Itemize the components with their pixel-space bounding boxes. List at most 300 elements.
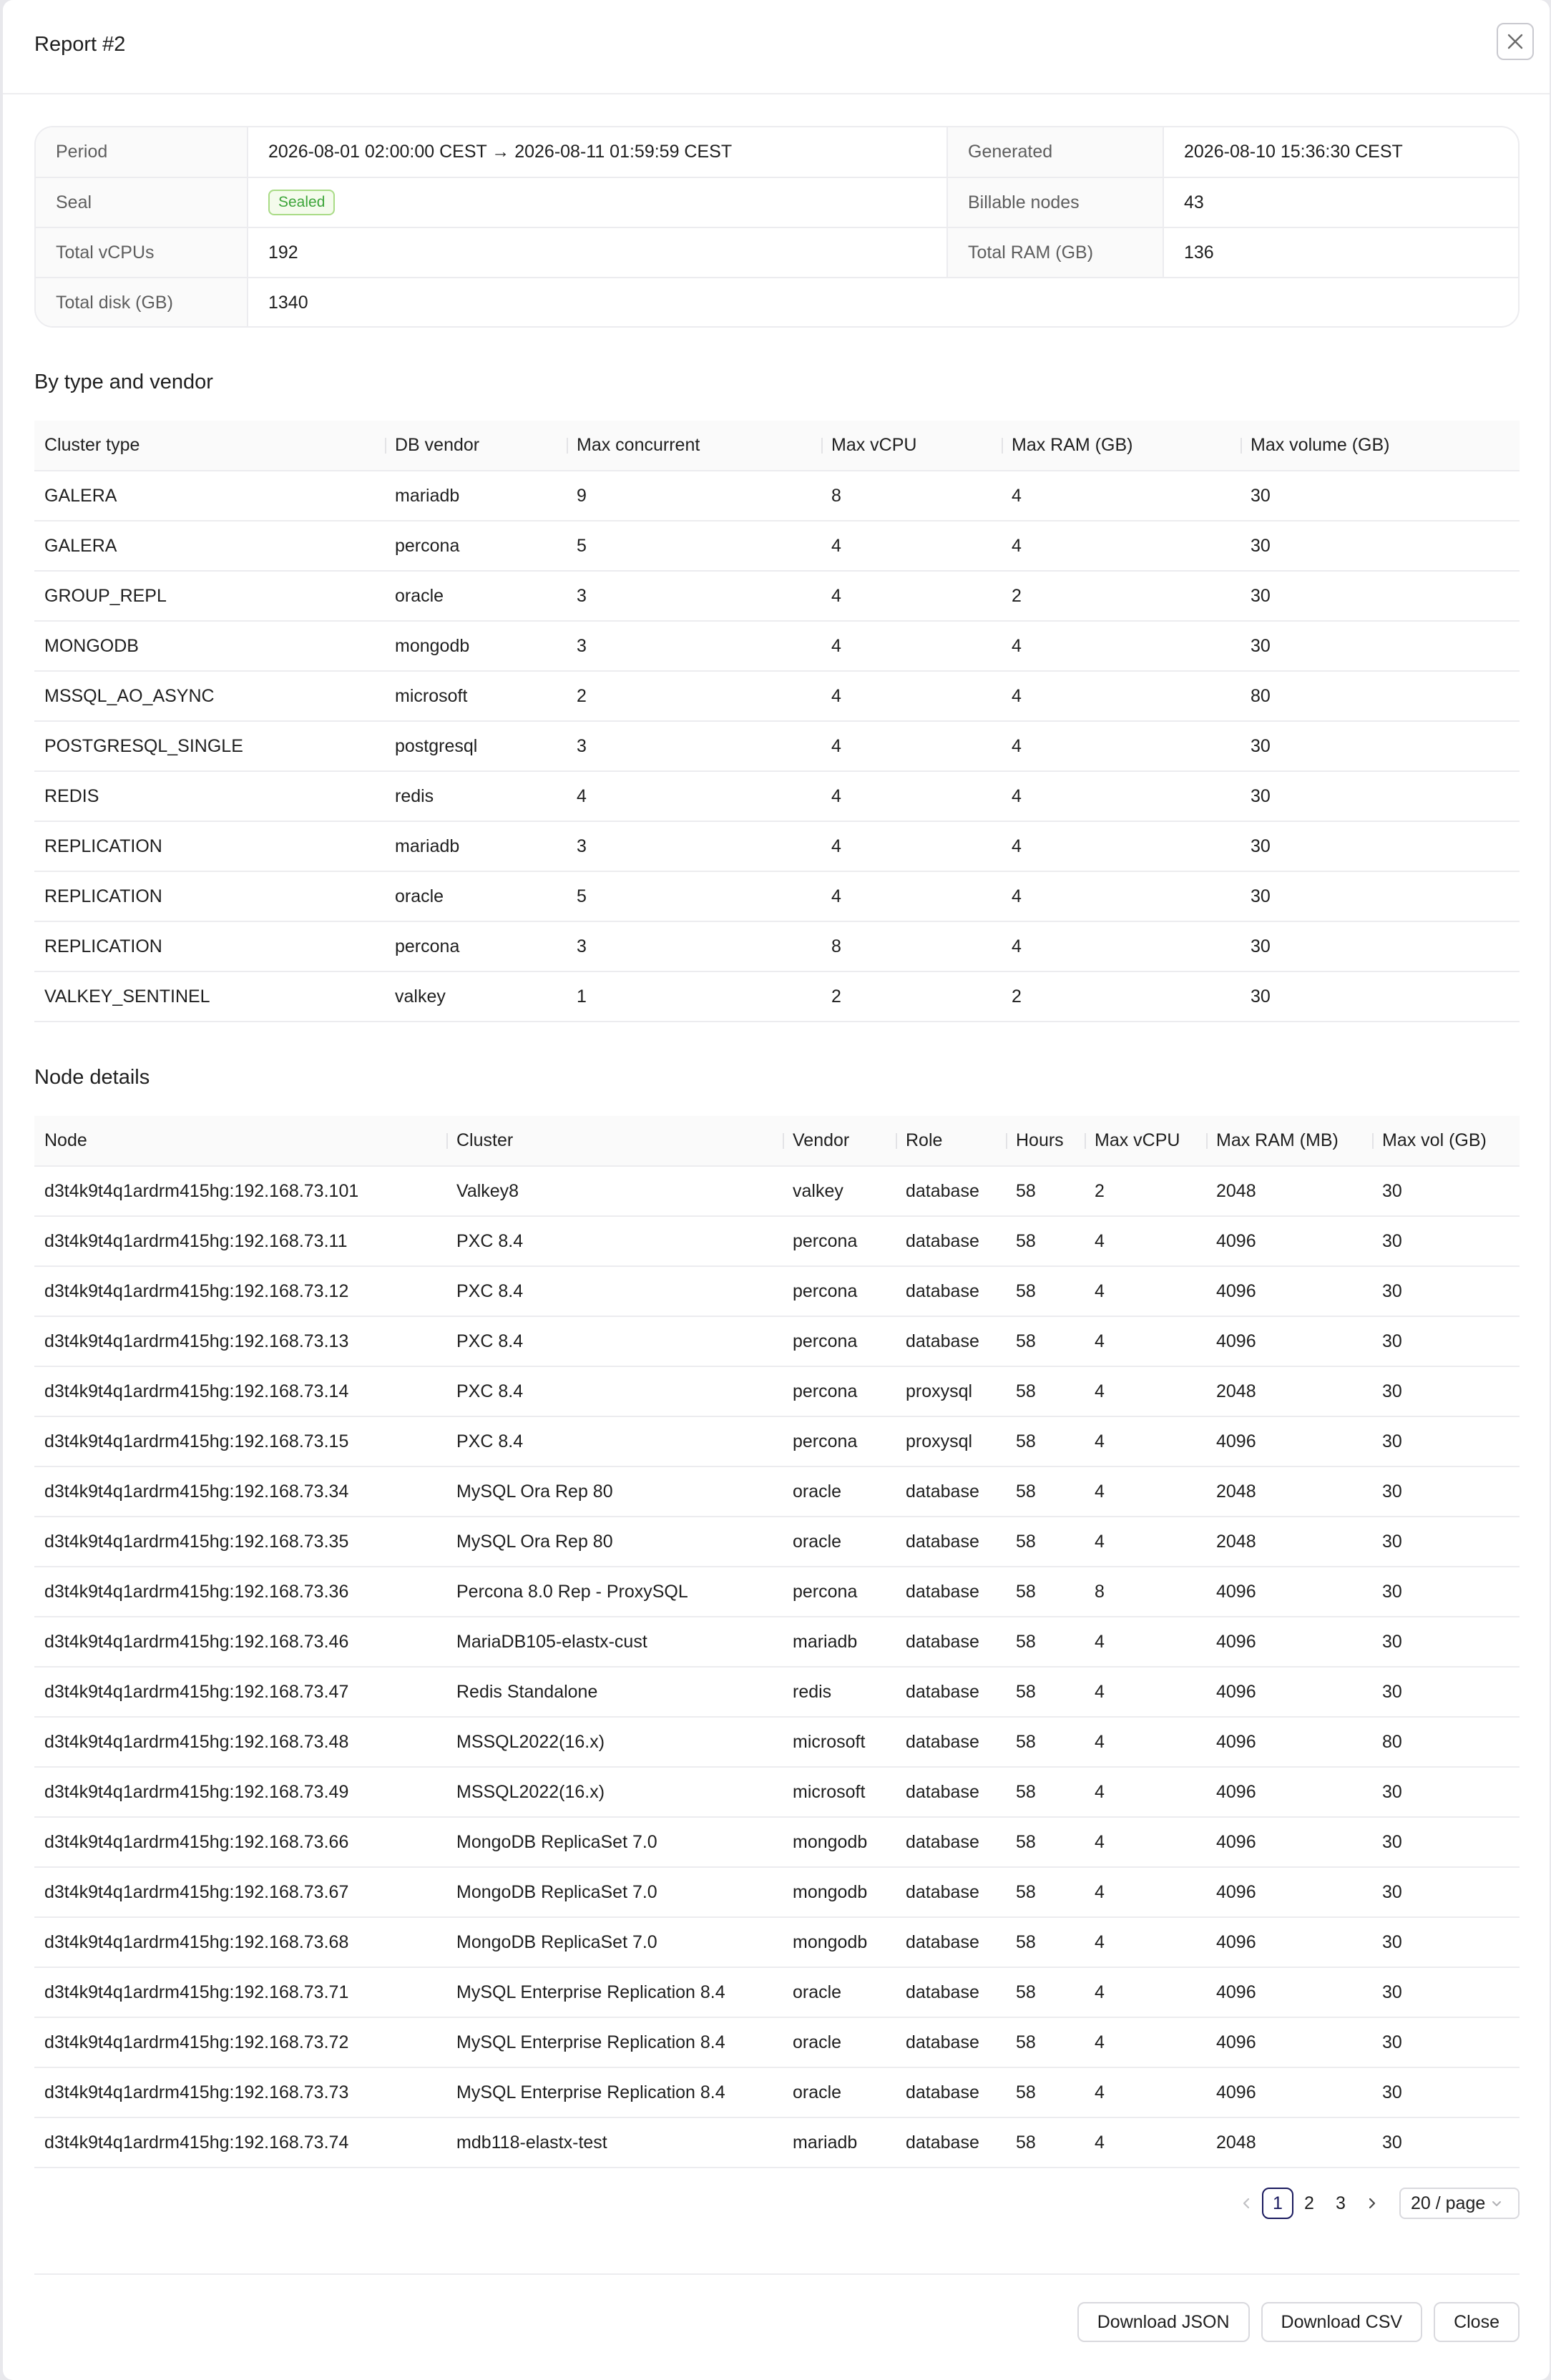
table-cell: 4	[821, 671, 1002, 721]
table-cell: 4	[821, 771, 1002, 821]
summary-row	[36, 127, 1520, 177]
modal-title: Report #2	[34, 33, 126, 56]
close-footer-button[interactable]: Close	[1434, 2302, 1520, 2342]
table-cell: 4	[1085, 1967, 1206, 2017]
table-cell: MySQL Enterprise Replication 8.4	[446, 2067, 783, 2117]
table-cell: MySQL Ora Rep 80	[446, 1517, 783, 1567]
table-cell: 2048	[1206, 1466, 1372, 1517]
table-cell: REPLICATION	[34, 821, 385, 871]
table-cell: 30	[1372, 1567, 1520, 1617]
by-type-title: By type and vendor	[34, 371, 213, 393]
table-cell: MongoDB ReplicaSet 7.0	[446, 1867, 783, 1917]
table-cell: 58	[1006, 2117, 1085, 2168]
table-cell: 4096	[1206, 1717, 1372, 1767]
table-cell: database	[896, 1266, 1006, 1316]
table-row	[34, 1466, 1520, 1517]
table-cell: database	[896, 1316, 1006, 1366]
table-cell: 4	[1085, 2017, 1206, 2067]
table-cell: 30	[1372, 1617, 1520, 1667]
table-cell: d3t4k9t4q1ardrm415hg:192.168.73.35	[34, 1517, 446, 1567]
chevron-right-icon	[1366, 2197, 1379, 2210]
table-cell: MSSQL2022(16.x)	[446, 1717, 783, 1767]
table-cell: 4096	[1206, 2017, 1372, 2067]
table-cell: 30	[1372, 1166, 1520, 1216]
table-cell: d3t4k9t4q1ardrm415hg:192.168.73.49	[34, 1767, 446, 1817]
table-cell: proxysql	[896, 1416, 1006, 1466]
table-cell: 4	[821, 871, 1002, 921]
summary-label: Generated	[947, 127, 1163, 177]
table-cell: d3t4k9t4q1ardrm415hg:192.168.73.13	[34, 1316, 446, 1366]
table-cell: 4096	[1206, 2067, 1372, 2117]
table-cell: 4	[1085, 1717, 1206, 1767]
column-header: Max vol (GB)	[1372, 1116, 1520, 1166]
page-1-button[interactable]: 1	[1262, 2188, 1293, 2219]
table-cell: MSSQL_AO_ASYNC	[34, 671, 385, 721]
table-cell: PXC 8.4	[446, 1216, 783, 1266]
table-row	[34, 1767, 1520, 1817]
table-cell: d3t4k9t4q1ardrm415hg:192.168.73.47	[34, 1667, 446, 1717]
modal-header	[3, 0, 1550, 94]
table-cell: proxysql	[896, 1366, 1006, 1416]
page-size-value: 20 / page	[1411, 2193, 1486, 2213]
table-cell: percona	[783, 1216, 896, 1266]
table-cell: mongodb	[385, 621, 567, 671]
footer-divider	[34, 2273, 1520, 2275]
table-cell: 4	[821, 521, 1002, 571]
table-cell: MySQL Enterprise Replication 8.4	[446, 1967, 783, 2017]
table-cell: 58	[1006, 2017, 1085, 2067]
table-cell: d3t4k9t4q1ardrm415hg:192.168.73.66	[34, 1817, 446, 1867]
table-cell: mariadb	[385, 471, 567, 521]
table-cell: 30	[1372, 1767, 1520, 1817]
table-row	[34, 1867, 1520, 1917]
table-cell: REPLICATION	[34, 871, 385, 921]
summary-value: 136	[1163, 227, 1520, 278]
table-cell: 80	[1241, 671, 1520, 721]
table-cell: 2048	[1206, 1166, 1372, 1216]
table-cell: database	[896, 1216, 1006, 1266]
table-cell: d3t4k9t4q1ardrm415hg:192.168.73.74	[34, 2117, 446, 2168]
table-cell: database	[896, 2017, 1006, 2067]
table-cell: 30	[1241, 721, 1520, 771]
table-row	[34, 1416, 1520, 1466]
table-cell: MongoDB ReplicaSet 7.0	[446, 1917, 783, 1967]
table-cell: 2048	[1206, 1366, 1372, 1416]
summary-value: 1340	[268, 293, 308, 313]
table-cell: d3t4k9t4q1ardrm415hg:192.168.73.12	[34, 1266, 446, 1316]
close-icon	[1506, 32, 1525, 51]
table-cell: 3	[567, 721, 821, 771]
table-cell: 30	[1241, 471, 1520, 521]
table-cell: 4	[1085, 1817, 1206, 1867]
download-json-button[interactable]: Download JSON	[1077, 2302, 1250, 2342]
table-cell: 4096	[1206, 1917, 1372, 1967]
table-cell: database	[896, 2117, 1006, 2168]
table-cell: d3t4k9t4q1ardrm415hg:192.168.73.101	[34, 1166, 446, 1216]
table-cell: d3t4k9t4q1ardrm415hg:192.168.73.15	[34, 1416, 446, 1466]
table-cell: 4096	[1206, 1216, 1372, 1266]
table-cell: microsoft	[783, 1717, 896, 1767]
table-cell: 4	[821, 571, 1002, 621]
table-cell: MongoDB ReplicaSet 7.0	[446, 1817, 783, 1867]
table-cell: d3t4k9t4q1ardrm415hg:192.168.73.34	[34, 1466, 446, 1517]
table-cell: 58	[1006, 1667, 1085, 1717]
summary-value: 43	[1163, 177, 1520, 227]
report-modal	[3, 0, 1550, 2380]
table-cell: microsoft	[783, 1767, 896, 1817]
table-row	[34, 1667, 1520, 1717]
column-header: Max vCPU	[821, 421, 1002, 471]
chevron-left-icon	[1240, 2197, 1253, 2210]
table-cell: 30	[1241, 571, 1520, 621]
table-cell: 58	[1006, 1917, 1085, 1967]
table-cell: valkey	[385, 971, 567, 1022]
table-cell: 4	[1002, 621, 1241, 671]
table-cell: 3	[567, 921, 821, 971]
table-cell: valkey	[783, 1166, 896, 1216]
table-cell: 4	[1085, 2067, 1206, 2117]
table-row	[34, 2017, 1520, 2067]
table-cell: 30	[1372, 1266, 1520, 1316]
table-cell: oracle	[783, 1466, 896, 1517]
table-cell: 4	[1085, 1216, 1206, 1266]
table-cell: 4	[1002, 721, 1241, 771]
table-cell: 4	[1085, 1667, 1206, 1717]
table-cell: 4096	[1206, 1767, 1372, 1817]
table-row	[34, 971, 1520, 1022]
summary-label: Seal	[36, 177, 248, 227]
table-cell: 30	[1372, 1366, 1520, 1416]
table-cell: 4096	[1206, 1967, 1372, 2017]
table-cell: d3t4k9t4q1ardrm415hg:192.168.73.48	[34, 1717, 446, 1767]
table-cell: 58	[1006, 1166, 1085, 1216]
column-header: Vendor	[783, 1116, 896, 1166]
summary-value: 192	[248, 227, 947, 278]
table-cell: 4096	[1206, 1316, 1372, 1366]
column-header: DB vendor	[385, 421, 567, 471]
node-details-title: Node details	[34, 1066, 150, 1089]
table-row	[34, 1366, 1520, 1416]
table-cell: 58	[1006, 1767, 1085, 1817]
column-header: Max RAM (MB)	[1206, 1116, 1372, 1166]
table-row	[34, 1817, 1520, 1867]
table-cell: 58	[1006, 1617, 1085, 1667]
table-cell: 58	[1006, 2067, 1085, 2117]
table-cell: mongodb	[783, 1917, 896, 1967]
table-cell: 30	[1372, 1216, 1520, 1266]
by-type-table	[34, 421, 1520, 1022]
table-cell: 30	[1241, 521, 1520, 571]
table-cell: 4	[1002, 471, 1241, 521]
column-header: Hours	[1006, 1116, 1085, 1166]
node-details-table	[34, 1116, 1520, 2168]
table-cell: percona	[783, 1416, 896, 1466]
summary-label: Billable nodes	[947, 177, 1163, 227]
table-cell: 30	[1372, 2067, 1520, 2117]
table-cell: database	[896, 1617, 1006, 1667]
prev-page-button[interactable]	[1230, 2188, 1262, 2219]
table-cell: 4	[1002, 521, 1241, 571]
table-cell: database	[896, 1517, 1006, 1567]
table-row	[34, 1967, 1520, 2017]
summary-label: Period	[36, 127, 248, 177]
page-2-button[interactable]: 2	[1304, 2193, 1314, 2213]
table-cell: 58	[1006, 1717, 1085, 1767]
table-cell: 30	[1372, 1466, 1520, 1517]
table-cell: GALERA	[34, 471, 385, 521]
table-cell: 5	[567, 871, 821, 921]
table-cell: Redis Standalone	[446, 1667, 783, 1717]
table-cell: 3	[567, 621, 821, 671]
table-row	[34, 1266, 1520, 1316]
table-row	[34, 671, 1520, 721]
table-cell: database	[896, 1166, 1006, 1216]
table-cell: 30	[1372, 2117, 1520, 2168]
table-row	[34, 921, 1520, 971]
summary-row	[36, 177, 1520, 227]
table-row	[34, 1617, 1520, 1667]
table-cell: 4	[1085, 1266, 1206, 1316]
table-cell: database	[896, 1466, 1006, 1517]
table-cell: database	[896, 1767, 1006, 1817]
table-row	[34, 571, 1520, 621]
column-header: Node	[34, 1116, 446, 1166]
table-cell: 4	[1002, 771, 1241, 821]
column-header: Max concurrent	[567, 421, 821, 471]
table-cell: 30	[1241, 921, 1520, 971]
table-cell: MySQL Enterprise Replication 8.4	[446, 2017, 783, 2067]
table-cell: 4096	[1206, 1567, 1372, 1617]
table-cell: postgresql	[385, 721, 567, 771]
download-csv-button[interactable]: Download CSV	[1261, 2302, 1423, 2342]
table-cell: d3t4k9t4q1ardrm415hg:192.168.73.46	[34, 1617, 446, 1667]
table-cell: 30	[1372, 1817, 1520, 1867]
table-row	[34, 2067, 1520, 2117]
table-row	[34, 871, 1520, 921]
table-cell: database	[896, 1817, 1006, 1867]
table-cell: 2048	[1206, 1517, 1372, 1567]
table-cell: 80	[1372, 1717, 1520, 1767]
table-cell: 4	[821, 621, 1002, 671]
table-row	[34, 621, 1520, 671]
table-row	[34, 771, 1520, 821]
summary-row	[36, 227, 1520, 278]
column-header: Max vCPU	[1085, 1116, 1206, 1166]
table-cell: 30	[1241, 821, 1520, 871]
pagination	[1230, 2188, 1520, 2219]
table-row	[34, 2117, 1520, 2168]
table-cell: 4096	[1206, 1667, 1372, 1717]
table-row	[34, 821, 1520, 871]
table-cell: PXC 8.4	[446, 1266, 783, 1316]
table-cell: MONGODB	[34, 621, 385, 671]
table-cell: 58	[1006, 1867, 1085, 1917]
table-cell: oracle	[385, 871, 567, 921]
table-row	[34, 1316, 1520, 1366]
table-cell: 4	[1002, 871, 1241, 921]
column-header: Cluster type	[34, 421, 385, 471]
page-size-select[interactable]	[1399, 2188, 1520, 2219]
table-cell: 4	[1085, 2117, 1206, 2168]
table-cell: 8	[821, 921, 1002, 971]
table-cell: mariadb	[385, 821, 567, 871]
table-cell: 4	[1085, 1917, 1206, 1967]
table-cell: 4	[1002, 921, 1241, 971]
table-cell: 4	[567, 771, 821, 821]
table-cell: Valkey8	[446, 1166, 783, 1216]
column-header: Cluster	[446, 1116, 783, 1166]
table-cell: 58	[1006, 1817, 1085, 1867]
table-row	[34, 471, 1520, 521]
table-cell: 30	[1372, 1867, 1520, 1917]
close-button[interactable]	[1497, 23, 1534, 60]
table-cell: REPLICATION	[34, 921, 385, 971]
page-3-button[interactable]: 3	[1336, 2193, 1346, 2213]
table-cell: 3	[567, 821, 821, 871]
table-cell: 30	[1372, 1316, 1520, 1366]
table-cell: 2	[1002, 971, 1241, 1022]
table-cell: percona	[783, 1316, 896, 1366]
table-cell: microsoft	[385, 671, 567, 721]
table-cell: 4096	[1206, 1617, 1372, 1667]
table-cell: oracle	[783, 1517, 896, 1567]
table-row	[34, 521, 1520, 571]
table-cell: mariadb	[783, 2117, 896, 2168]
summary-value	[248, 177, 947, 227]
table-cell: oracle	[783, 1967, 896, 2017]
table-cell: 30	[1372, 1416, 1520, 1466]
table-cell: d3t4k9t4q1ardrm415hg:192.168.73.68	[34, 1917, 446, 1967]
table-cell: GROUP_REPL	[34, 571, 385, 621]
table-cell: database	[896, 1667, 1006, 1717]
summary-label: Total vCPUs	[36, 227, 248, 278]
table-cell: 30	[1241, 621, 1520, 671]
table-cell: 58	[1006, 1216, 1085, 1266]
table-cell: redis	[783, 1667, 896, 1717]
table-cell: GALERA	[34, 521, 385, 571]
table-cell: database	[896, 1567, 1006, 1617]
table-cell: 4	[1085, 1867, 1206, 1917]
chevron-down-icon	[1491, 2198, 1502, 2209]
table-cell: database	[896, 2067, 1006, 2117]
table-cell: REDIS	[34, 771, 385, 821]
table-cell: 58	[1006, 1366, 1085, 1416]
table-row	[34, 1166, 1520, 1216]
table-cell: PXC 8.4	[446, 1316, 783, 1366]
table-cell: PXC 8.4	[446, 1416, 783, 1466]
table-cell: 4	[1085, 1466, 1206, 1517]
table-cell: 4	[1085, 1416, 1206, 1466]
table-cell: mdb118-elastx-test	[446, 2117, 783, 2168]
table-cell: 58	[1006, 1466, 1085, 1517]
column-header: Max volume (GB)	[1241, 421, 1520, 471]
table-cell: 30	[1372, 1917, 1520, 1967]
table-cell: 4	[1085, 1767, 1206, 1817]
table-cell: 2	[1002, 571, 1241, 621]
table-cell: 58	[1006, 1967, 1085, 2017]
table-cell: 2	[1085, 1166, 1206, 1216]
table-cell: VALKEY_SENTINEL	[34, 971, 385, 1022]
table-cell: 30	[1372, 1967, 1520, 2017]
table-cell: database	[896, 1717, 1006, 1767]
table-cell: 4096	[1206, 1817, 1372, 1867]
table-cell: database	[896, 1917, 1006, 1967]
footer-actions	[1077, 2302, 1520, 2342]
table-cell: 4	[1002, 821, 1241, 871]
table-cell: 30	[1372, 1667, 1520, 1717]
table-cell: mongodb	[783, 1867, 896, 1917]
table-cell: 30	[1241, 971, 1520, 1022]
table-cell: oracle	[783, 2067, 896, 2117]
table-cell: d3t4k9t4q1ardrm415hg:192.168.73.14	[34, 1366, 446, 1416]
column-header: Max RAM (GB)	[1002, 421, 1241, 471]
table-row	[34, 1567, 1520, 1617]
summary-label: Total RAM (GB)	[947, 227, 1163, 278]
table-cell: oracle	[385, 571, 567, 621]
table-cell: percona	[385, 921, 567, 971]
table-cell: d3t4k9t4q1ardrm415hg:192.168.73.72	[34, 2017, 446, 2067]
table-cell: mariadb	[783, 1617, 896, 1667]
table-cell: 58	[1006, 1567, 1085, 1617]
table-cell: 4	[1002, 671, 1241, 721]
table-cell: 9	[567, 471, 821, 521]
table-cell: mongodb	[783, 1817, 896, 1867]
table-cell: MySQL Ora Rep 80	[446, 1466, 783, 1517]
table-cell: 30	[1241, 871, 1520, 921]
table-cell: d3t4k9t4q1ardrm415hg:192.168.73.11	[34, 1216, 446, 1266]
table-cell: percona	[783, 1266, 896, 1316]
table-cell: Percona 8.0 Rep - ProxySQL	[446, 1567, 783, 1617]
table-row	[34, 1216, 1520, 1266]
table-cell: 2048	[1206, 2117, 1372, 2168]
table-cell: d3t4k9t4q1ardrm415hg:192.168.73.73	[34, 2067, 446, 2117]
table-cell: 2	[567, 671, 821, 721]
table-cell: MSSQL2022(16.x)	[446, 1767, 783, 1817]
table-cell: 4096	[1206, 1266, 1372, 1316]
table-cell: 2	[821, 971, 1002, 1022]
table-cell: 30	[1241, 771, 1520, 821]
summary-value: 2026-08-10 15:36:30 CEST	[1163, 127, 1520, 177]
table-cell: d3t4k9t4q1ardrm415hg:192.168.73.71	[34, 1967, 446, 2017]
table-row	[34, 1517, 1520, 1567]
table-cell: 30	[1372, 1517, 1520, 1567]
table-cell: 4	[1085, 1316, 1206, 1366]
table-cell: 4	[821, 721, 1002, 771]
table-cell: d3t4k9t4q1ardrm415hg:192.168.73.36	[34, 1567, 446, 1617]
next-page-button[interactable]	[1356, 2188, 1388, 2219]
table-cell: 5	[567, 521, 821, 571]
table-cell: 30	[1372, 2017, 1520, 2067]
summary-label: Total disk (GB)	[36, 278, 248, 328]
table-cell: 4096	[1206, 1416, 1372, 1466]
table-row	[34, 721, 1520, 771]
table-cell: MariaDB105-elastx-cust	[446, 1617, 783, 1667]
table-cell: 58	[1006, 1266, 1085, 1316]
table-cell: 4	[1085, 1617, 1206, 1667]
table-cell: percona	[385, 521, 567, 571]
report-summary	[34, 126, 1520, 328]
table-row	[34, 1917, 1520, 1967]
table-cell: percona	[783, 1567, 896, 1617]
seal-status-tag: Sealed	[268, 190, 335, 215]
table-cell: POSTGRESQL_SINGLE	[34, 721, 385, 771]
table-cell: 3	[567, 571, 821, 621]
table-cell: oracle	[783, 2017, 896, 2067]
table-cell: database	[896, 1967, 1006, 2017]
table-cell: 8	[1085, 1567, 1206, 1617]
table-cell: 4	[821, 821, 1002, 871]
table-cell: d3t4k9t4q1ardrm415hg:192.168.73.67	[34, 1867, 446, 1917]
